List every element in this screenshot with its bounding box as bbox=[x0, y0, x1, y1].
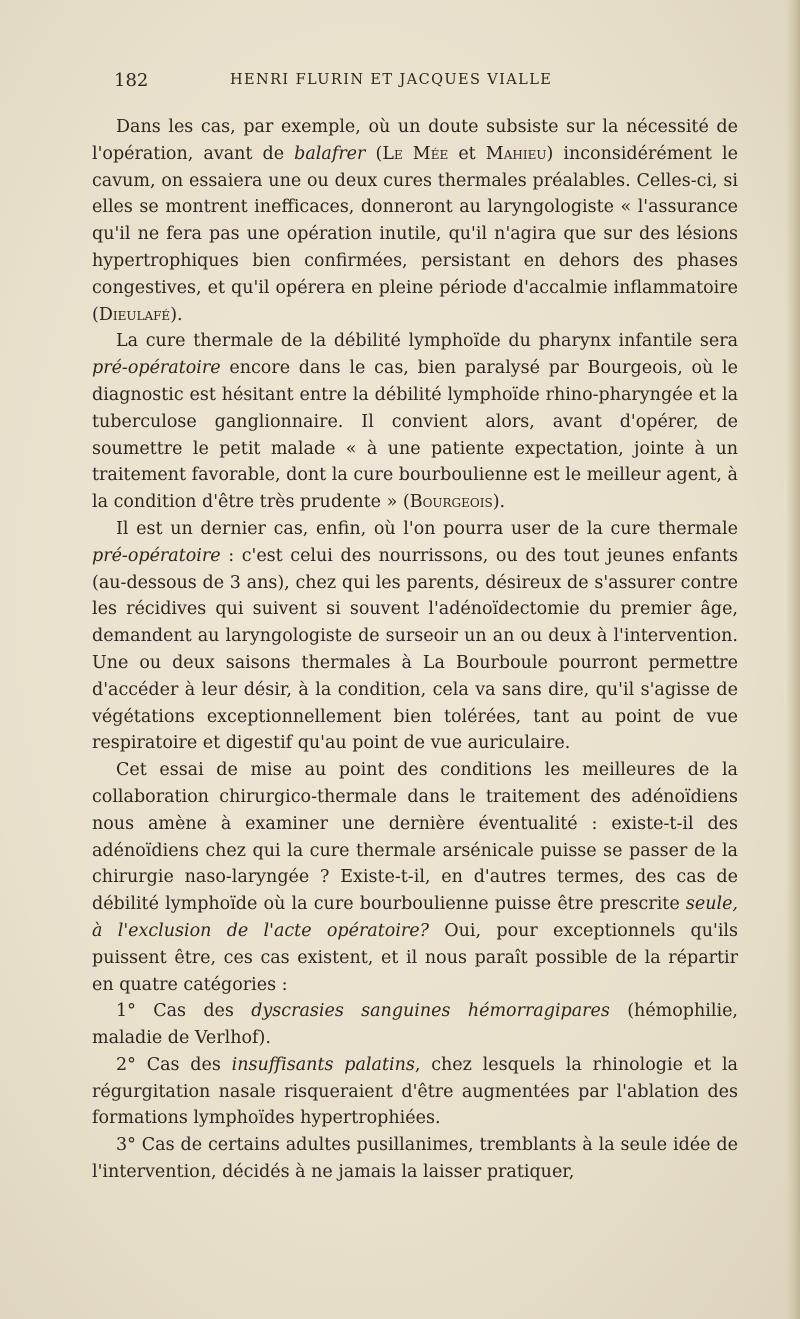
body-text bbox=[92, 114, 738, 1186]
author-name: Dieulafé bbox=[98, 304, 171, 325]
paragraph-2: La cure thermale de la débilité lymphoïde du pharynx infantile sera pré-opératoire encore dans le cas, bien paralysé par Bourgeois, où le diagnostic est hésitant entre la débilité lymphoïde rhino-pharyngée et la tuberculose ganglionnaire. Il convient alors, avant d'opérer, de soumettre le petit malade « à une patiente expectation, jointe à un traitement favorable, dont la cure bourboulienne est le meilleur agent, à la condition d'être très prudente » (Bourgeois). bbox=[92, 331, 738, 513]
paragraph-1: Dans les cas, par exemple, où un doute subsiste sur la nécessité de l'opération, avant de balafrer (Le Mée et Mahieu) inconsidérément le cavum, on essaiera une ou deux cures thermales préalables. Celles-ci, si elles se montrent inefficaces, donneront au laryngologiste « l'assurance qu'il ne fera pas une opération inutile, qu'il n'agira que sur des lésions hypertrophiques bien confirmées, persistant en dehors des phases congestives, et qu'il opérera en pleine période d'accalmie inflammatoire (Dieulafé). bbox=[92, 117, 739, 325]
list-item-3: 3° Cas de certains adultes pusillanimes, tremblants à la seule idée de l'intervention, décidés à ne jamais la laisser pratiquer, bbox=[92, 1135, 738, 1183]
running-title: HENRI FLURIN ET JACQUES VIALLE bbox=[230, 72, 553, 88]
list-item-1: 1° Cas des dyscrasies sanguines hémorragipares (hémophilie, maladie de Verlhof). bbox=[92, 1001, 738, 1049]
page-header bbox=[92, 70, 712, 96]
page-number: 182 bbox=[114, 70, 149, 91]
author-name: Mahieu bbox=[485, 143, 547, 164]
author-name: Bourgeois bbox=[409, 492, 493, 513]
page-edge-shadow bbox=[786, 0, 800, 1319]
paragraph-3: Il est un dernier cas, enfin, où l'on pourra user de la cure thermale pré-opératoire : c'est celui des nourrissons, ou des tout jeunes enfants (au-dessous de 3 ans), chez qui les parents, désireux de s'assurer contre les récidives qui suivent si souvent l'adénoïdectomie du premier âge, demandent au laryngologiste de surseoir un an ou deux à l'intervention. Une ou deux saisons thermales à La Bourboule pourront permettre d'accéder à leur désir, à la condition, cela va sans dire, qu'il s'agisse de végétations exceptionnellement bien tolérées, tant au point de vue respiratoire et digestif qu'au point de vue auriculaire. bbox=[92, 518, 738, 754]
author-name: Le Mée bbox=[382, 143, 449, 164]
list-item-2: 2° Cas des insuffisants palatins, chez lesquels la rhinologie et la régurgitation nasale risqueraient d'être augmentées par l'ablation des formations lymphoïdes hypertrophiées. bbox=[92, 1054, 738, 1129]
paragraph-4: Cet essai de mise au point des conditions les meilleures de la collaboration chirurgico-thermale dans le traitement des adénoïdiens nous amène à examiner une dernière éventualité : existe-t-il des adénoïdiens chez qui la cure thermale arsénicale puisse se passer de la chirurgie naso-laryngée ? Existe-t-il, en d'autres termes, des cas de débilité lymphoïde où la cure bourboulienne puisse être prescrite seule, à l'exclusion de l'acte opératoire? Oui, pour exceptionnels qu'ils puissent être, ces cas existent, et il nous paraît possible de la répartir en quatre catégories : bbox=[92, 760, 738, 995]
